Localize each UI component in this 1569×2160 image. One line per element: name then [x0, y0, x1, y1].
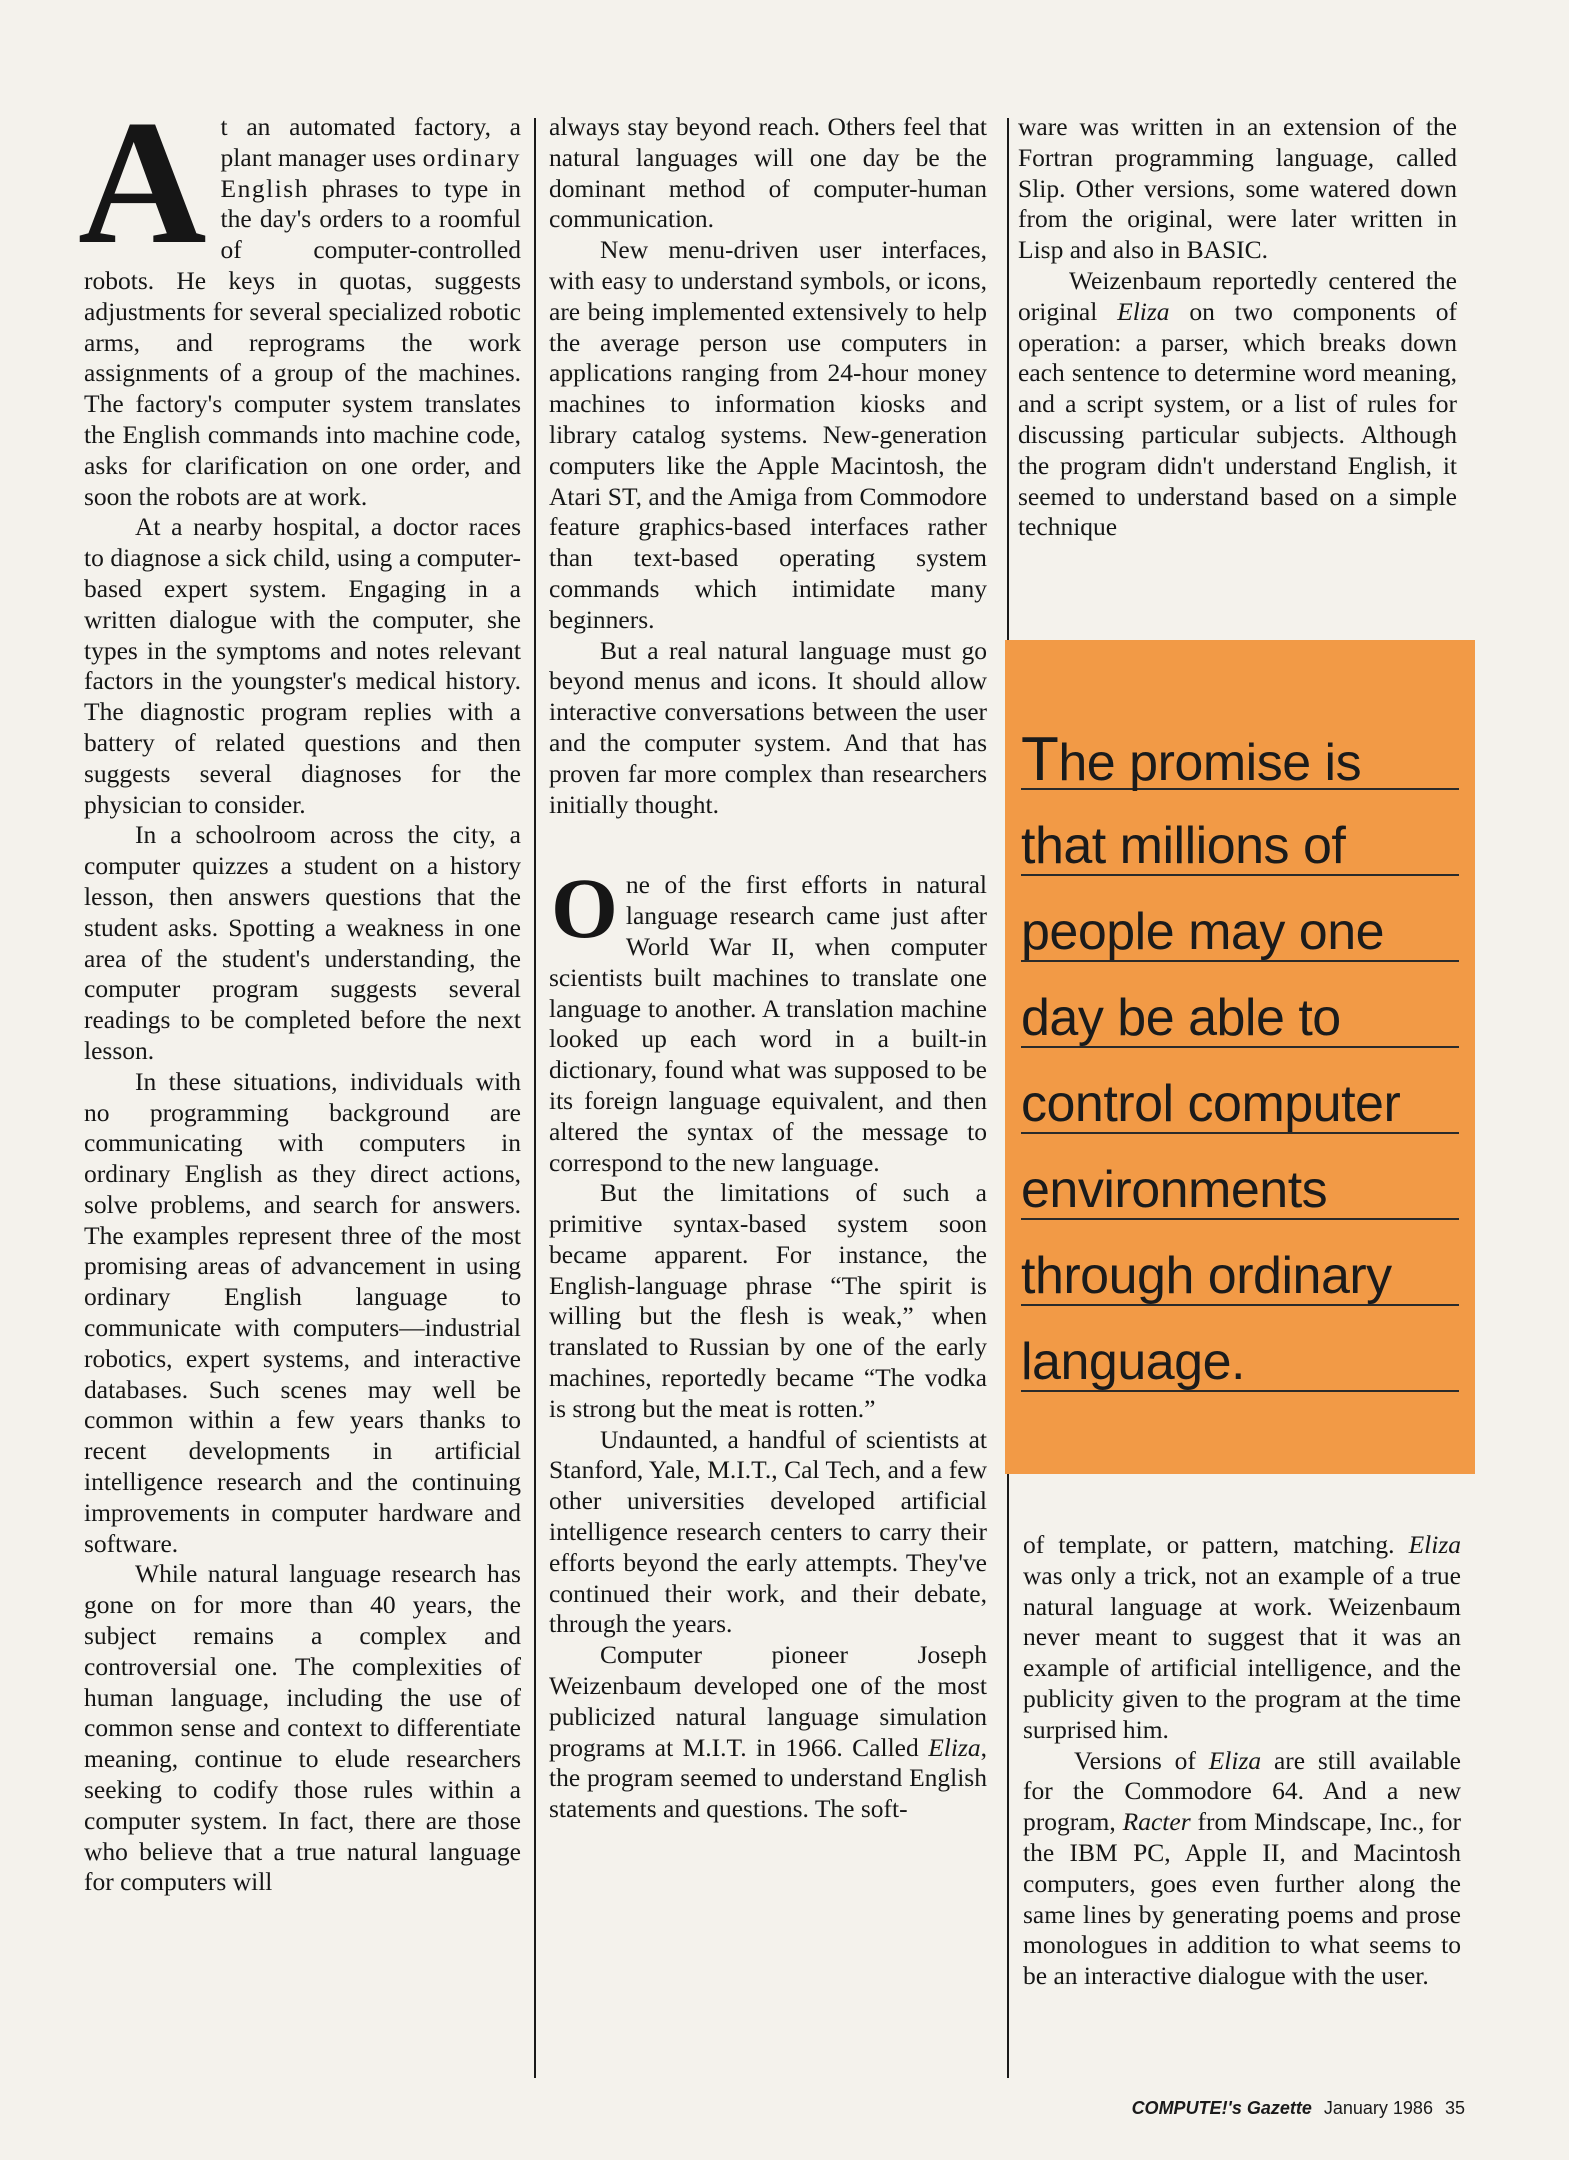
pull-quote-line: day be able to — [1021, 988, 1459, 1048]
paragraph: Undaunted, a handful of scientists at Stanford, Yale, M.I.T., Cal Tech, and a few other universities developed artificial intelligence research centers to carry their efforts beyond the early attempts. They've continued their work, and their debate, through the years. — [549, 1424, 987, 1639]
column-divider-1 — [534, 118, 536, 2078]
paragraph: In a schoolroom across the city, a computer quizzes a student on a history lesson, then answers questions that the student asks. Spotting a weakness in one area of the student's understanding, the computer program suggests several readings to be completed before the next lesson. — [84, 820, 521, 1065]
pull-quote-line: people may one — [1021, 902, 1459, 962]
article-column-3-top — [1018, 112, 1457, 543]
drop-cap-o: O — [551, 860, 618, 957]
paragraph: But the limitations of such a primitive syntax-based system soon became apparent. For instance, the English-language phrase “The spirit is willing but the flesh is weak,” when translated to Russian by one of the early machines, reportedly became “The vodka is strong but the meat is rotten.” — [549, 1178, 987, 1423]
paragraph: ware was written in an extension of the Fortran programming language, called Slip. Other versions, some watered down from the original, were later written in Lisp and also in BASIC. — [1018, 112, 1457, 265]
paragraph: Weizenbaum reportedly centered the original Eliza on two components of operation: a parser, which breaks down each sentence to determine word meaning, and a script system, or a list of rules for discussing particular subjects. Although the program didn't understand English, it seemed to understand based on a simple technique — [1018, 265, 1457, 542]
page-number: 35 — [1444, 2098, 1465, 2118]
paragraph: At a nearby hospital, a doctor races to diagnose a sick child, using a computer-based expert system. Engaging in a written dialogue with the computer, she types in the symptoms and notes relevant factors in the youngster's medical history. The diagnostic program replies with a battery of related questions and then suggests several diagnoses for the physician to consider. — [84, 512, 521, 819]
paragraph: In these situations, individuals with no programming background are communicating with computers in ordinary English as they direct actions, solve problems, and search for answers. The examples represent three of the most promising areas of advancement in using ordinary English language to communicate with computers—industrial robotics, expert systems, and interactive databases. Such scenes may well be common within a few years thanks to recent developments in artificial intelligence research and the continuing improvements in computer hardware and software. — [84, 1066, 521, 1558]
paragraph: Computer pioneer Joseph Weizenbaum developed one of the most publicized natural language simulation programs at M.I.T. in 1966. Called Eliza, the program seemed to understand English statements and questions. The soft- — [549, 1640, 987, 1824]
pull-quote-line: that millions of — [1021, 816, 1459, 876]
paragraph: At an automated factory, a plant manager uses ordinary English phrases to type in the day's orders to a roomful of computer-controlled robots. He keys in quotas, suggests adjustments for several specialized robotic arms, and reprograms the work assignments of a group of the machines. The factory's computer system translates the English commands into machine code, asks for clarification on one order, and soon the robots are at work. — [78, 83, 521, 511]
page-footer — [1120, 2098, 1465, 2119]
pull-quote — [1005, 640, 1475, 1474]
article-column-3-bottom — [1023, 1530, 1461, 1992]
pull-quote-line: language. — [1021, 1332, 1459, 1392]
pull-quote-line: environments — [1021, 1160, 1459, 1220]
drop-cap-a: A — [78, 83, 207, 281]
magazine-name: COMPUTE!'s Gazette — [1131, 2098, 1312, 2118]
pull-quote-line: control computer — [1021, 1074, 1459, 1134]
paragraph: While natural language research has gone on for more than 40 years, the subject remains a complex and controversial one. The complexities of human language, including the use of common sense and context to differentiate meaning, continue to elude researchers seeking to codify those rules within a computer system. In fact, there are those who believe that a true natural language for computers will — [84, 1559, 521, 1897]
article-column-1 — [78, 83, 521, 1898]
paragraph: One of the first efforts in natural language research came just after World War II, when computer scientists built machines to translate one language to another. A translation machine looked up each word in a built-in dictionary, found what was supposed to be its foreign language equivalent, and then altered the syntax of the message to correspond to the new language. — [549, 860, 987, 1177]
pull-quote-line: through ordinary — [1021, 1246, 1459, 1306]
article-column-2 — [549, 112, 987, 1825]
paragraph: But a real natural language must go beyond menus and icons. It should allow interactive conversations between the user and the computer system. And that has proven far more complex than researchers initially thought. — [549, 635, 987, 819]
paragraph: always stay beyond reach. Others feel that natural languages will one day be the dominant method of computer-human communication. — [549, 112, 987, 234]
issue-date: January 1986 — [1323, 2098, 1433, 2118]
paragraph: of template, or pattern, matching. Eliza was only a trick, not an example of a true natural language at work. Weizenbaum never meant to suggest that it was an example of artificial intelligence, and the publicity given to the program at the time surprised him. — [1023, 1530, 1461, 1744]
paragraph: New menu-driven user interfaces, with easy to understand symbols, or icons, are being implemented extensively to help the average person use computers in applications ranging from 24-hour money machines to information kiosks and library catalog systems. New-generation computers like the Apple Macintosh, the Atari ST, and the Amiga from Commodore feature graphics-based interfaces rather than text-based operating system commands which intimidate many beginners. — [549, 235, 987, 634]
paragraph: Versions of Eliza are still available for the Commodore 64. And a new program, Racter from Mindscape, Inc., for the IBM PC, Apple II, and Macintosh computers, goes even further along the same lines by generating poems and prose monologues in addition to what seems to be an interactive dialogue with the user. — [1023, 1745, 1462, 1991]
pull-quote-line: The promise is — [1021, 730, 1459, 790]
